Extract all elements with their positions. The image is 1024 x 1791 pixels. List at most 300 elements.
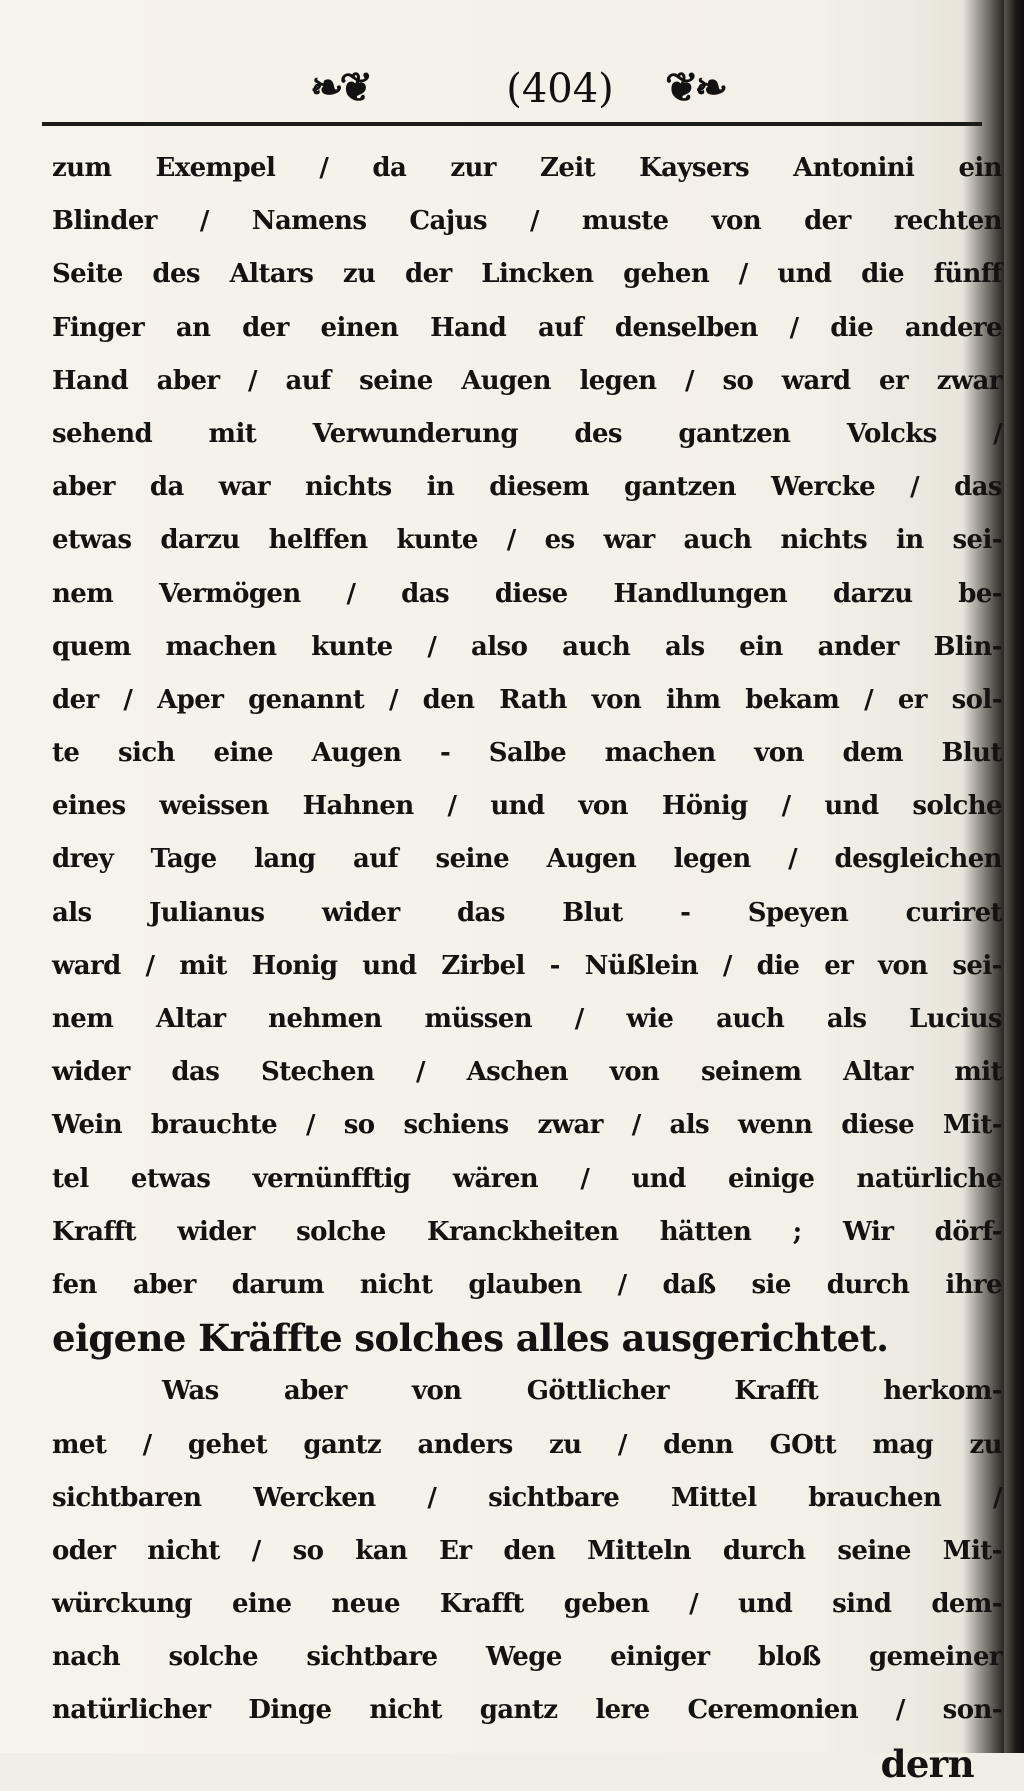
word: des [574,418,622,449]
word: ihre [945,1269,1002,1300]
word: aber [156,365,220,396]
word: einen [320,312,399,343]
word: gantzen [623,472,736,503]
word: / [415,1057,425,1088]
word: gantzen [678,418,791,449]
word: so [292,1535,324,1566]
word: Blut [562,897,623,928]
word: natürlicher [52,1695,211,1726]
word: legen [673,844,751,875]
word: nichts [304,472,392,503]
text-line [52,514,1002,567]
word: das [171,1057,220,1088]
word: in [895,525,924,556]
word: Verwunderung [312,418,518,449]
word: / [199,206,209,237]
word: dem [842,738,903,769]
word: / [529,206,539,237]
word: zum [52,153,112,183]
word: vernünfftig [252,1163,411,1194]
word: der [804,206,851,237]
word: wie [626,1004,674,1034]
word: sichtbare [488,1482,620,1513]
word: - [680,897,691,928]
word: ; [792,1216,802,1247]
word: da [372,153,407,183]
word: natürliche [856,1163,1002,1194]
word: als [826,1004,867,1034]
word: / [788,844,798,875]
word: / [993,1482,1002,1513]
word: wenn [737,1110,813,1141]
word: wider [321,897,400,928]
word: / [427,631,437,662]
word: da [149,472,184,503]
text-line [52,195,1002,248]
word: herkom- [883,1376,1002,1407]
word: das [954,472,1002,503]
ornament-left: ❧❦ [310,64,370,111]
word: Blinder [52,206,157,237]
word: Kranckheiten [426,1216,619,1247]
word: kunte [311,631,393,662]
word: Wercke [770,472,876,503]
text-line [52,940,1002,993]
word: Aper [157,684,224,715]
word: nichts [780,525,868,556]
word: sehend [52,418,153,449]
text-line [52,461,1002,514]
text-line [52,1206,1002,1259]
page-header [60,62,960,122]
word: nach [52,1642,121,1673]
word: / [388,684,398,715]
word: durch [722,1535,806,1566]
word: Stechen [260,1057,375,1088]
word: lere [595,1695,650,1726]
word: aber [52,472,115,503]
text-line [52,993,1002,1046]
word: Was [162,1376,219,1407]
word: darzu [160,525,240,556]
word: son- [942,1695,1002,1726]
word: / [427,1482,437,1513]
text-line [52,1684,1002,1737]
word: Göttlicher [526,1376,670,1407]
word: solche [168,1642,258,1673]
word: einige [727,1163,815,1194]
text-line [52,1472,1002,1525]
word: aber [132,1269,196,1300]
header-rule [42,122,982,126]
word: und [737,1589,793,1620]
word: als [664,631,705,662]
word: mit [954,1057,1002,1088]
word: curiret [905,897,1002,928]
word: bloß [757,1642,821,1673]
word: Julianus [148,897,265,928]
word: und [824,791,879,822]
word: von [754,738,804,769]
word: / [689,1589,699,1620]
word: / [910,472,920,503]
word: brauchte [150,1110,278,1141]
word: diesem [489,472,589,503]
word: sie [751,1269,791,1300]
word: er [897,684,927,715]
word: weissen [159,791,269,822]
word: ward [781,365,851,396]
word: / [248,365,257,396]
word: neue [331,1589,400,1620]
word: Dinge [248,1695,332,1726]
word: Mit- [942,1535,1002,1566]
word: Honig [251,950,338,981]
text-line [52,568,1002,621]
word: als [669,1110,710,1141]
word: GOtt [769,1429,837,1460]
word: legen [579,365,657,396]
word: nehmen [268,1004,382,1034]
word: gantz [479,1695,558,1726]
word: eines [52,791,126,822]
word: quem [52,631,131,662]
word: genannt [248,684,365,715]
word: - [439,738,451,769]
word: auf [537,312,584,343]
word: sol- [951,684,1002,715]
word: sei- [952,950,1002,981]
word: zu [342,259,376,290]
word: die [861,259,904,290]
word: Wege [485,1642,562,1673]
word: auf [285,365,331,396]
word: seine [435,844,510,875]
word: / [142,1429,152,1460]
word: helffen [268,525,368,556]
text-line [52,1578,1002,1631]
page-number: (404) [506,66,614,112]
word: / [864,684,874,715]
word: ander [817,631,899,662]
word: gehen [623,259,710,290]
word: Augen [311,738,402,769]
word: Augen [461,365,551,396]
word: wider [52,1057,130,1088]
word: zu [969,1429,1002,1460]
text-line [52,727,1002,780]
word: Altar [843,1057,913,1088]
word: von [609,1057,660,1088]
text-line [52,1365,1002,1418]
word: das [401,578,450,609]
word: das [456,897,505,928]
word: / [506,525,516,556]
word: auf [352,844,399,875]
word: es [544,525,575,556]
word: Antonini [793,153,915,183]
body-text [52,142,1002,1791]
word: solche [912,791,1002,822]
text-line [52,1419,1002,1472]
word: er [879,365,909,396]
word: nem [52,578,114,609]
word: Wir [842,1216,894,1247]
word: dem- [931,1589,1002,1620]
word: die [756,950,800,981]
word: sichtbaren [52,1482,202,1513]
word: nem [52,1004,114,1034]
text-line [52,780,1002,833]
word: - [549,950,560,981]
word: kan [355,1535,408,1566]
text-line [52,248,1002,301]
word: Krafft [52,1216,136,1247]
word: sichtbare [306,1642,438,1673]
word: gantz [303,1429,382,1460]
word: so [343,1110,375,1141]
word: fünff [933,259,1002,290]
word: oder [52,1535,116,1566]
word: ihm [665,684,721,715]
word: Zeit [540,153,596,183]
word: und [631,1163,686,1194]
word: Wein [52,1110,123,1141]
word: / [685,365,694,396]
word: eine [231,1589,292,1620]
word: Altar [155,1004,226,1034]
word: machen [604,738,716,769]
word: ein [739,631,783,662]
word: auch [562,631,631,662]
word: lang [254,844,316,875]
word: / [738,259,748,290]
word: Lucius [909,1004,1002,1034]
word: Hahnen [302,791,414,822]
word: Aschen [466,1057,568,1088]
word: Seite [52,259,123,290]
word: seinem [700,1057,802,1088]
word: würckung [52,1589,193,1620]
word: brauchen [808,1482,942,1513]
text-line [52,1525,1002,1578]
word: daß [662,1269,716,1300]
word: / [251,1535,261,1566]
word: Cajus [409,206,487,237]
word: Namens [251,206,367,237]
word: / [617,1429,627,1460]
word: des [152,259,200,290]
word: hätten [659,1216,752,1247]
word: Altars [229,259,314,290]
word: Kaysers [639,153,750,183]
text-line [52,142,1002,195]
word: eine [213,738,273,769]
word: Lincken [481,259,594,290]
word: etwas [52,525,132,556]
word: auch [683,525,752,556]
word: von [878,950,928,981]
word: / [447,791,457,822]
word: Nüßlein [584,950,699,981]
word: Krafft [439,1589,524,1620]
word: diese [494,578,568,609]
word: Salbe [488,738,567,769]
word: denn [663,1429,734,1460]
word: von [411,1376,462,1407]
word: Mittel [670,1482,757,1513]
word: machen [165,631,277,662]
word: bekam [745,684,840,715]
text-line [52,1046,1002,1099]
word: der [52,684,99,715]
word: Tage [150,844,217,875]
word: sind [832,1589,892,1620]
word: durch [826,1269,910,1300]
word: / [580,1163,590,1194]
word: rechten [893,206,1002,237]
word: mag [872,1429,934,1460]
word: und [490,791,545,822]
text-line [52,1099,1002,1152]
word: seine [837,1535,911,1566]
word: andere [904,312,1002,343]
word: von [591,684,642,715]
word: Zirbel [441,950,525,981]
word: Rath [499,684,567,715]
word: glauben [468,1269,582,1300]
text-line [52,1259,1002,1312]
word: nicht [147,1535,220,1566]
catchword: dern [880,1741,974,1786]
word: / [789,312,799,343]
word: anders [417,1429,513,1460]
word: sich [118,738,175,769]
word: sei- [952,525,1002,556]
word: / [722,950,732,981]
word: wären [452,1163,539,1194]
word: / [346,578,356,609]
text-line [52,302,1002,355]
word: den [422,684,475,715]
text-line [52,887,1002,940]
word: / [993,418,1002,449]
word: schiens [403,1110,509,1141]
word: in [426,472,455,503]
word: und [777,259,832,290]
word: / [145,950,155,981]
word: Blin- [933,631,1002,662]
text-line [52,1153,1002,1206]
word: Mit- [942,1110,1002,1141]
word: Wercken [253,1482,376,1513]
word: Krafft [734,1376,819,1407]
word: mit [208,418,257,449]
word: drey [52,844,114,875]
word: te [52,738,80,769]
word: diese [841,1110,915,1141]
word: Exempel [155,153,276,183]
word: Er [439,1535,472,1566]
word: / [319,153,329,183]
word: den [503,1535,556,1566]
word: Handlungen [613,578,788,609]
word: war [603,525,655,556]
word: war [218,472,270,503]
ornament-right: ❦❧ [665,64,725,111]
word: fen [52,1269,97,1300]
text-line [52,833,1002,886]
word: als [52,897,92,928]
word: an [175,312,211,343]
word: / [781,791,791,822]
word: nicht [369,1695,442,1726]
word: einiger [610,1642,710,1673]
word: Hönig [661,791,748,822]
word: von [578,791,628,822]
word: kunte [396,525,478,556]
word: / [574,1004,584,1034]
word: / [617,1269,627,1300]
page-edge [1004,0,1024,1753]
word: / [123,684,133,715]
word: wider [177,1216,255,1247]
text-line [52,621,1002,674]
word: müssen [424,1004,533,1034]
word: darzu [833,578,913,609]
word: / [305,1110,315,1141]
word: met [52,1429,107,1460]
word: ward [52,950,121,981]
word: geben [563,1589,650,1620]
word: Vermögen [158,578,301,609]
word: mit [179,950,227,981]
word: zwar [936,365,1002,396]
word: zur [450,153,496,183]
word: seine [359,365,433,396]
word: Mitteln [587,1535,691,1566]
text-line: eigene Kräffte solches alles ausgerichtet. [52,1316,889,1361]
word: etwas [130,1163,211,1194]
word: solche [296,1216,386,1247]
word: zu [549,1429,582,1460]
word: Volcks [846,418,937,449]
word: von [711,206,762,237]
word: nicht [359,1269,433,1300]
word: er [824,950,854,981]
word: Hand [52,365,129,396]
word: auch [716,1004,785,1034]
word: der [242,312,289,343]
text-line [52,1631,1002,1684]
word: gemeiner [868,1642,1002,1673]
text-line [52,674,1002,727]
word: Speyen [747,897,849,928]
word: tel [52,1163,89,1194]
word: Augen [546,844,637,875]
word: so [722,365,754,396]
word: denselben [614,312,758,343]
word: Hand [430,312,507,343]
word: desgleichen [834,844,1002,875]
word: darum [231,1269,324,1300]
word: Blut [941,738,1002,769]
word: aber [283,1376,347,1407]
word: der [405,259,452,290]
word: zwar [537,1110,603,1141]
text-line [52,408,1002,461]
word: be- [958,578,1002,609]
